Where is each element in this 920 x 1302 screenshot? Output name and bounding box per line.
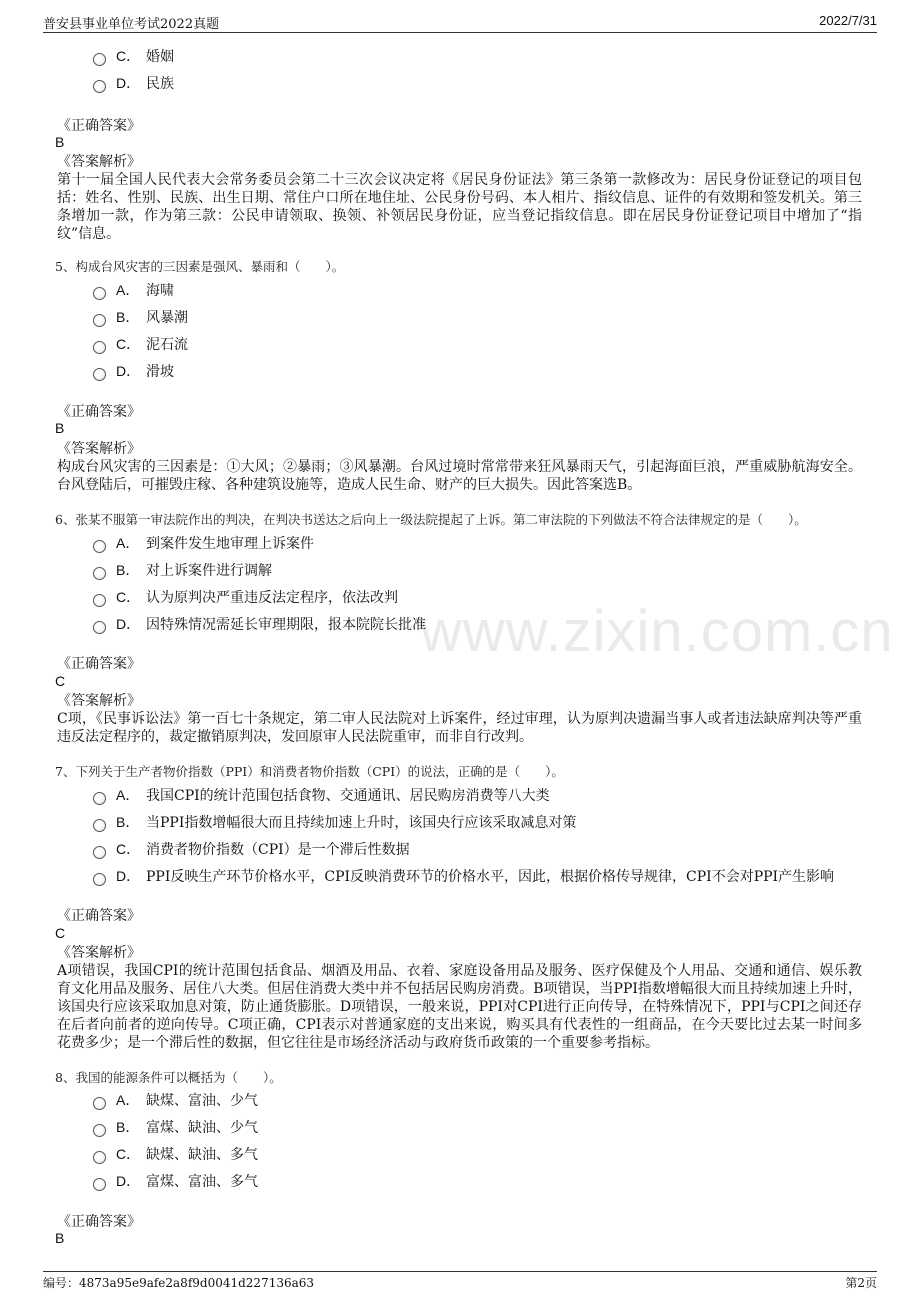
header-title: 普安县事业单位考试2022真题 — [43, 17, 220, 32]
q5-question: 5、构成台风灾害的三因素是强风、暴雨和（ ）。 — [55, 259, 345, 274]
radio-icon[interactable] — [93, 819, 106, 832]
page-footer — [43, 1271, 877, 1292]
q7-analysis-label: 《答案解析》 — [57, 945, 141, 961]
q4-answer: B — [55, 134, 65, 150]
radio-icon[interactable] — [93, 314, 106, 327]
q5-option-b[interactable]: B． 风暴潮 — [93, 307, 188, 327]
q5-analysis: 构成台风灾害的三因素是：①大风；②暴雨；③风暴潮。台风过境时常常带来狂风暴雨天气，引起海面巨浪，严重威胁航海安全。台风登陆后，可摧毁庄稼、各种建筑设施等，造成人民生命、财产的巨大损失。因此答案选B。 — [57, 459, 862, 493]
radio-icon[interactable] — [93, 621, 106, 634]
radio-icon[interactable] — [93, 1097, 106, 1110]
q6-answer: C — [55, 673, 66, 689]
radio-icon[interactable] — [93, 341, 106, 354]
q4-analysis-label: 《答案解析》 — [57, 154, 141, 170]
q5-correct-label: 《正确答案》 — [57, 404, 141, 420]
q7-option-a[interactable]: A． 我国CPI的统计范围包括食物、交通通讯、居民购房消费等八大类 — [93, 785, 550, 805]
radio-icon[interactable] — [93, 1178, 106, 1191]
q5-option-d[interactable]: D． 滑坡 — [93, 361, 174, 381]
q6-option-b[interactable]: B． 对上诉案件进行调解 — [93, 560, 272, 580]
q8-question: 8、我国的能源条件可以概括为（ ）。 — [55, 1070, 282, 1085]
header-date: 2022/7/31 — [819, 13, 877, 28]
q7-option-d[interactable]: D． PPI反映生产环节价格水平，CPI反映消费环节的价格水平，因此，根据价格传导规律，CPI不会对PPI产生影响 — [93, 866, 834, 886]
q4-option-c[interactable]: C． 婚姻 — [93, 46, 174, 66]
q6-correct-label: 《正确答案》 — [57, 656, 141, 672]
q6-analysis-label: 《答案解析》 — [57, 693, 141, 709]
watermark: www.zixin.com.cn — [420, 599, 894, 664]
q5-option-c[interactable]: C． 泥石流 — [93, 334, 188, 354]
radio-icon[interactable] — [93, 846, 106, 859]
q7-option-b[interactable]: B． 当PPI指数增幅很大而且持续加速上升时，该国央行应该采取减息对策 — [93, 812, 576, 832]
radio-icon[interactable] — [93, 53, 106, 66]
q6-question: 6、张某不服第一审法院作出的判决，在判决书送达之后向上一级法院提起了上诉。第二审法院的下列做法不符合法律规定的是（ ）。 — [55, 512, 807, 527]
q8-option-a[interactable]: A． 缺煤、富油、少气 — [93, 1090, 258, 1110]
q4-analysis: 第十一届全国人民代表大会常务委员会第二十三次会议决定将《居民身份证法》第三条第一款修改为：居民身份证登记的项目包括：姓名、性别、民族、出生日期、常住户口所在地住址、公民身份号码、本人相片、指纹信息、证件的有效期和签发机关。第三条增加一款，作为第三款：公民申请领取、换领、补领居民身份证，应当登记指纹信息。即在居民身份证登记项目中增加了“指纹”信息。 — [57, 172, 862, 242]
radio-icon[interactable] — [93, 540, 106, 553]
radio-icon[interactable] — [93, 567, 106, 580]
q7-correct-label: 《正确答案》 — [57, 908, 141, 924]
q7-analysis: A项错误，我国CPI的统计范围包括食品、烟酒及用品、衣着、家庭设备用品及服务、医疗保健及个人用品、交通和通信、娱乐教育文化用品及服务、居住八大类。但居住消费大类中并不包括居民购房消费。B项错误，当PPI指数增幅很大而且持续加速上升时，该国央行应该采取加息对策，防止通货膨胀。D项错误，一般来说，PPI对CPI进行正向传导，在特殊情况下，PPI与CPI之间还存在后者向前者的逆向传导。C项正确，CPI表示对普通家庭的支出来说，购买具有代表性的一组商品，在今天要比过去某一时间多花费多少；是一个滞后性的数据，但它往往是市场经济活动与政府货币政策的一个重要参考指标。 — [57, 963, 862, 1051]
radio-icon[interactable] — [93, 368, 106, 381]
page-number: 第2页 — [845, 1276, 877, 1290]
page-header — [43, 12, 877, 33]
footer-id: 编号：4873a95e9afe2a8f9d0041d227136a63 — [43, 1276, 315, 1290]
q5-answer: B — [55, 420, 65, 436]
radio-icon[interactable] — [93, 287, 106, 300]
q8-correct-label: 《正确答案》 — [57, 1214, 141, 1230]
q4-option-d[interactable]: D． 民族 — [93, 73, 174, 93]
radio-icon[interactable] — [93, 1124, 106, 1137]
q6-option-a[interactable]: A． 到案件发生地审理上诉案件 — [93, 533, 314, 553]
q6-option-c[interactable]: C． 认为原判决严重违反法定程序，依法改判 — [93, 587, 398, 607]
q6-analysis: C项，《民事诉讼法》第一百七十条规定，第二审人民法院对上诉案件，经过审理，认为原判决遗漏当事人或者违法缺席判决等严重违反法定程序的，裁定撤销原判决，发回原审人民法院重审，而非自行改判。 — [57, 711, 862, 745]
q5-option-a[interactable]: A． 海啸 — [93, 280, 174, 300]
q8-option-b[interactable]: B． 富煤、缺油、少气 — [93, 1117, 258, 1137]
q8-answer: B — [55, 1230, 65, 1246]
q7-question: 7、下列关于生产者物价指数（PPI）和消费者物价指数（CPI）的说法，正确的是（ ）。 — [55, 764, 564, 779]
q6-option-d[interactable]: D． 因特殊情况需延长审理期限，报本院院长批准 — [93, 614, 426, 634]
radio-icon[interactable] — [93, 1151, 106, 1164]
q4-correct-label: 《正确答案》 — [57, 118, 141, 134]
radio-icon[interactable] — [93, 80, 106, 93]
q5-analysis-label: 《答案解析》 — [57, 441, 141, 457]
q7-option-c[interactable]: C． 消费者物价指数（CPI）是一个滞后性数据 — [93, 839, 410, 859]
radio-icon[interactable] — [93, 792, 106, 805]
radio-icon[interactable] — [93, 873, 106, 886]
q8-option-d[interactable]: D． 富煤、富油、多气 — [93, 1171, 258, 1191]
q8-option-c[interactable]: C． 缺煤、缺油、多气 — [93, 1144, 258, 1164]
q7-answer: C — [55, 925, 66, 941]
radio-icon[interactable] — [93, 594, 106, 607]
